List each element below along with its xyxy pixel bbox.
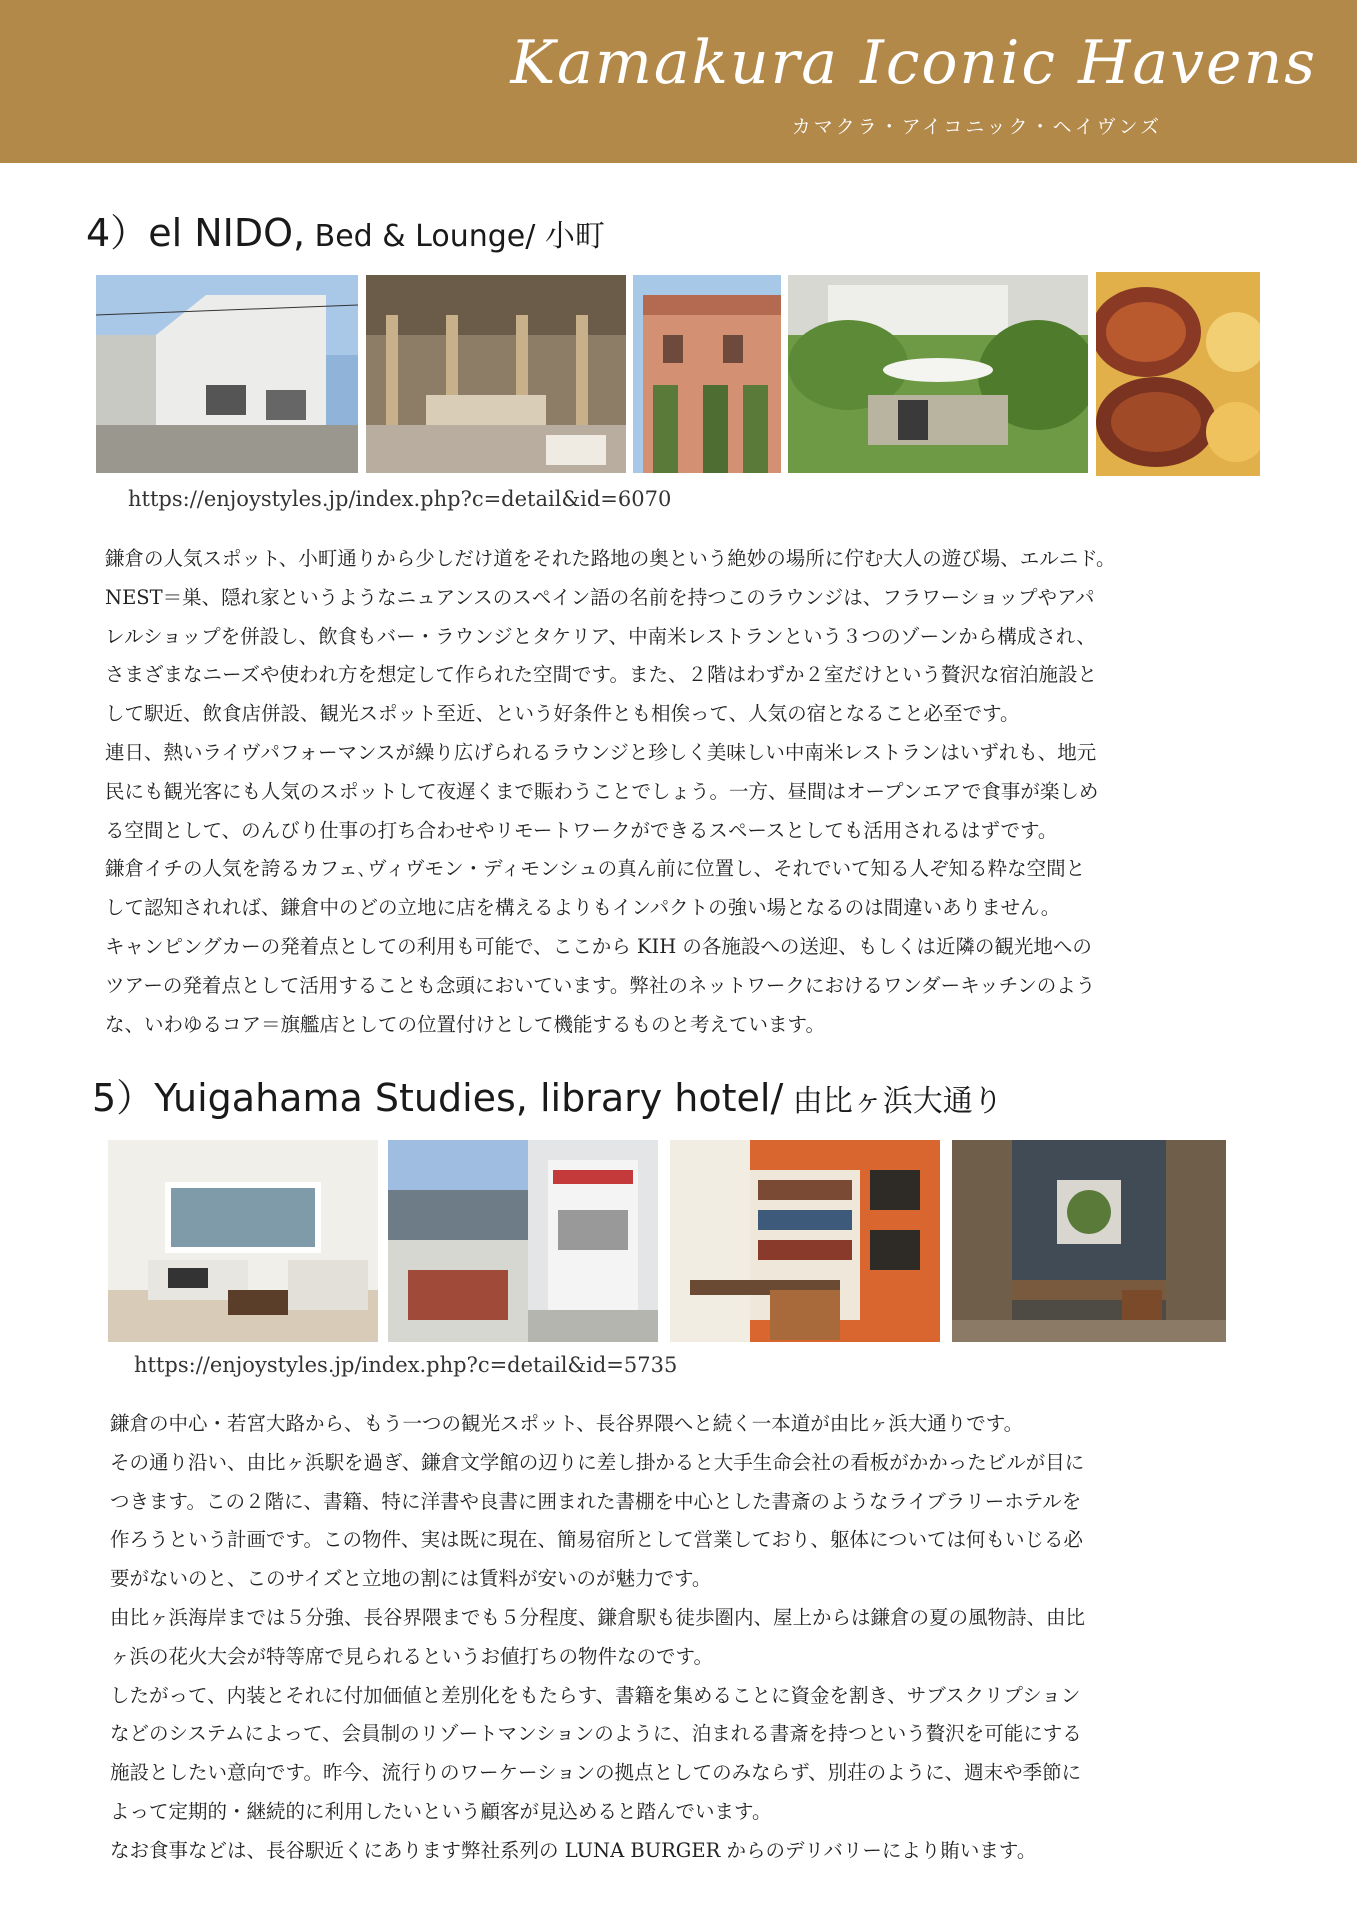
- body-line: 鎌倉イチの人気を誇るカフェ､ヴィヴモン・ディモンシュの真ん前に位置し、それでいて知る人ぞ知る粋な空間と: [105, 857, 1086, 881]
- section-4-name: el NIDO,: [148, 211, 306, 255]
- body-line: 由比ヶ浜海岸までは５分強、長谷界隈までも５分程度、鎌倉駅も徒歩圏内、屋上からは鎌倉の夏の風物詩、由比: [110, 1605, 1086, 1629]
- section-5-heading: [92, 1067, 1003, 1122]
- body-line: 作ろうという計画です。この物件、実は既に現在、簡易宿所として営業しており、躯体については何もいじる必: [110, 1528, 1084, 1552]
- body-line: NEST＝巣、隠れ家というようなニュアンスのスペイン語の名前を持つこのラウンジは、フラワーショップやアパ: [105, 585, 1095, 609]
- section-5-body: [110, 1405, 1085, 1871]
- body-line: 要がないのと、このサイズと立地の割には賃料が安いのが魅力です。: [110, 1567, 712, 1591]
- body-line: ヶ浜の花火大会が特等席で見られるというお値打ちの物件なのです。: [110, 1644, 713, 1668]
- body-line: して認知されれば、鎌倉中のどの立地に店を構えるよりもインパクトの強い場となるのは間違いありません。: [105, 896, 1061, 920]
- section-5-url[interactable]: https://enjoystyles.jp/index.php?c=detail&id=5735: [134, 1353, 678, 1377]
- section-4-desc: Bed & Lounge/ 小町: [305, 219, 605, 254]
- body-line: よって定期的・継続的に利用したいという顧客が見込めると踏んでいます。: [110, 1799, 772, 1823]
- body-line: 施設としたい意向です。昨今、流行りのワーケーションの拠点としてのみならず、別荘のように、週末や季節に: [110, 1761, 1082, 1785]
- body-line: な、いわゆるコア＝旗艦店としての位置付けとして機能するものと考えています。: [105, 1012, 825, 1036]
- body-line: したがって、内装とそれに付加価値と差別化をもたらす、書籍を集めることに資金を割き、サブスクリプション: [110, 1683, 1081, 1707]
- body-line: して駅近、飲食店併設、観光スポット至近、という好条件とも相俟って、人気の宿となること必至です。: [105, 702, 1020, 726]
- body-line: 連日、熱いライヴパフォーマンスが繰り広げられるラウンジと珍しく美味しい中南米レストランはいずれも、地元: [105, 740, 1097, 764]
- body-line: その通り沿い、由比ヶ浜駅を過ぎ、鎌倉文学館の辺りに差し掛かると大手生命会社の看板がかかったビルが目に: [110, 1450, 1085, 1474]
- photo-living-room: [108, 1140, 378, 1342]
- body-line: 民にも観光客にも人気のスポットして夜遅くまで賑わうことでしょう。一方、昼間はオープンエアで食事が楽しめ: [105, 779, 1099, 803]
- body-line: つきます。この２階に、書籍、特に洋書や良書に囲まれた書棚を中心とした書斎のようなライブラリーホテルを: [110, 1489, 1082, 1513]
- body-line: レルショップを併設し、飲食もバー・ラウンジとタケリア、中南米レストランという３つのゾーンから構成され、: [105, 624, 1096, 648]
- body-line: る空間として、のんびり仕事の打ち合わせやリモートワークができるスペースとしても活用されるはずです。: [105, 818, 1058, 842]
- section-4-heading: [86, 202, 605, 257]
- photo-study-dark: [952, 1140, 1226, 1342]
- brand-title: Kamakura Iconic Havens: [510, 28, 1317, 98]
- section-4-body: [105, 540, 1116, 1044]
- photo-house-exterior: [96, 275, 358, 473]
- body-line: ツアーの発着点として活用することも念頭においています。弊社のネットワークにおけるワンダーキッチンのよう: [105, 973, 1096, 997]
- body-line: キャンピングカーの発着点としての利用も可能で、ここから KIH の各施設への送迎、もしくは近隣の観光地への: [105, 934, 1092, 958]
- body-line: さまざまなニーズや使われ方を想定して作られた空間です。また、２階はわずか２室だけという贅沢な宿泊施設と: [105, 663, 1097, 687]
- body-line: 鎌倉の中心・若宮大路から、もう一つの観光スポット、長谷界隈へと続く一本道が由比ヶ浜大通りです。: [110, 1412, 1024, 1435]
- section-5-number: 5）: [92, 1076, 155, 1120]
- section-5-desc: 由比ヶ浜大通り: [783, 1084, 1003, 1119]
- section-5-name: Yuigahama Studies, library hotel/: [154, 1076, 784, 1120]
- photo-study-orange: [670, 1140, 940, 1342]
- photo-interior-construction: [366, 275, 626, 473]
- header-banner: [0, 0, 1357, 163]
- photo-cafe-building: [633, 275, 781, 473]
- body-line: なお食事などは、長谷駅近くにあります弊社系列の LUNA BURGER からのデリバリーにより賄います。: [110, 1838, 1037, 1862]
- section-4-url[interactable]: https://enjoystyles.jp/index.php?c=detail&id=6070: [128, 487, 672, 511]
- photo-garden-terrace: [788, 275, 1088, 473]
- section-4-number: 4）: [86, 211, 149, 255]
- body-line: 鎌倉の人気スポット、小町通りから少しだけ道をそれた路地の奥という絶妙の場所に佇む大人の遊び場、エルニド。: [105, 547, 1116, 570]
- body-line: などのシステムによって、会員制のリゾートマンションのように、泊まれる書斎を持つという贅沢を可能にする: [110, 1722, 1082, 1746]
- photo-burritos: [1096, 272, 1260, 476]
- brand-subtitle: カマクラ・アイコニック・ヘイヴンズ: [791, 116, 1162, 138]
- photo-building-street: [388, 1140, 658, 1342]
